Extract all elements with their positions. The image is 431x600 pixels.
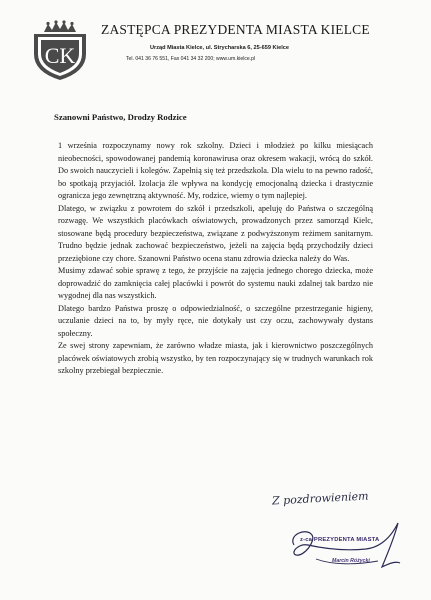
kielce-crest-logo xyxy=(30,20,90,82)
header-title: ZASTĘPCA PREZYDENTA MIASTA KIELCE xyxy=(101,22,370,37)
letter-paragraph: Dlatego bardzo Państwa proszę o odpowiedzialność, o szczególne przestrzeganie higieny, uczulanie dzieci na to, by myły ręce, nie dotykały ust czy oczu, zachowywały dystans społeczny. xyxy=(58,303,373,338)
handwritten-closing: Z pozdrowieniem xyxy=(271,489,369,508)
stamp-title: z-ca PREZYDENTA MIASTA xyxy=(300,537,380,543)
stamp-name: Marcin Różycki xyxy=(332,558,370,564)
letter-paragraph: 1 września rozpoczynamy nowy rok szkolny. Dzieci i młodzież po kilku miesiącach nieobecności, spowodowanej pandemią koronawirusa oraz okresem wakacji, wrócą do szkół. Do swoich nauczycieli i kolegów. Zapełnią się też przedszkola. Dla wielu to na pewno radość, bo spotkają przyjaciół. Izolacja źle wpływa na kondycję emocjonalną dziecka i drastycznie ogranicza jego zewnętrzną aktywność. My, rodzice, wiemy o tym najlepiej. xyxy=(58,141,373,200)
letter-paragraph: Ze swej strony zapewniam, że zarówno władze miasta, jak i kierownictwo poszczególnych placówek oświatowych zrobią wszystko, by ten rozpoczynający się w trudnych warunkach rok szkolny przebiegał bezpiecznie. xyxy=(58,341,373,375)
crest-letters: CK xyxy=(44,43,76,68)
letter-paragraph: Dlatego, w związku z powrotem do szkół i przedszkoli, apeluję do Państwa o szczególną rozwagę. We wszystkich placówkach oświatowych, prowadzonych przez samorząd Kielc, stosowane będą procedury bezpieczeństwa, związane z podwyższonym reżimem sanitarnym. Trudno będzie jednak zachować bezpieczeństwo, jeżeli na zajęcia będą przychodziły dzieci przeziębione czy chore. Szanowni Państwo ocena stanu zdrowia dziecka należy do Was. xyxy=(58,203,373,263)
handwritten-signature xyxy=(286,505,406,585)
header-contact: Tel. 041 36 76 551, Fax 041 34 32 200; www.um.kielce.pl xyxy=(126,56,256,62)
header-address: Urząd Miasta Kielce, ul. Strycharska 6, 25-659 Kielce xyxy=(150,45,289,51)
letter-paragraph: Musimy zdawać sobie sprawę z tego, że przyjście na zajęcia jednego chorego dziecka, może doprowadzić do zamknięcia całej placówki i powrót do systemu nauki zdalnej tak bardzo nie wygodnej dla nas wszystkich. xyxy=(58,266,373,300)
letter-body xyxy=(58,140,373,378)
letter-salutation: Szanowni Państwo, Drodzy Rodzice xyxy=(54,112,187,122)
